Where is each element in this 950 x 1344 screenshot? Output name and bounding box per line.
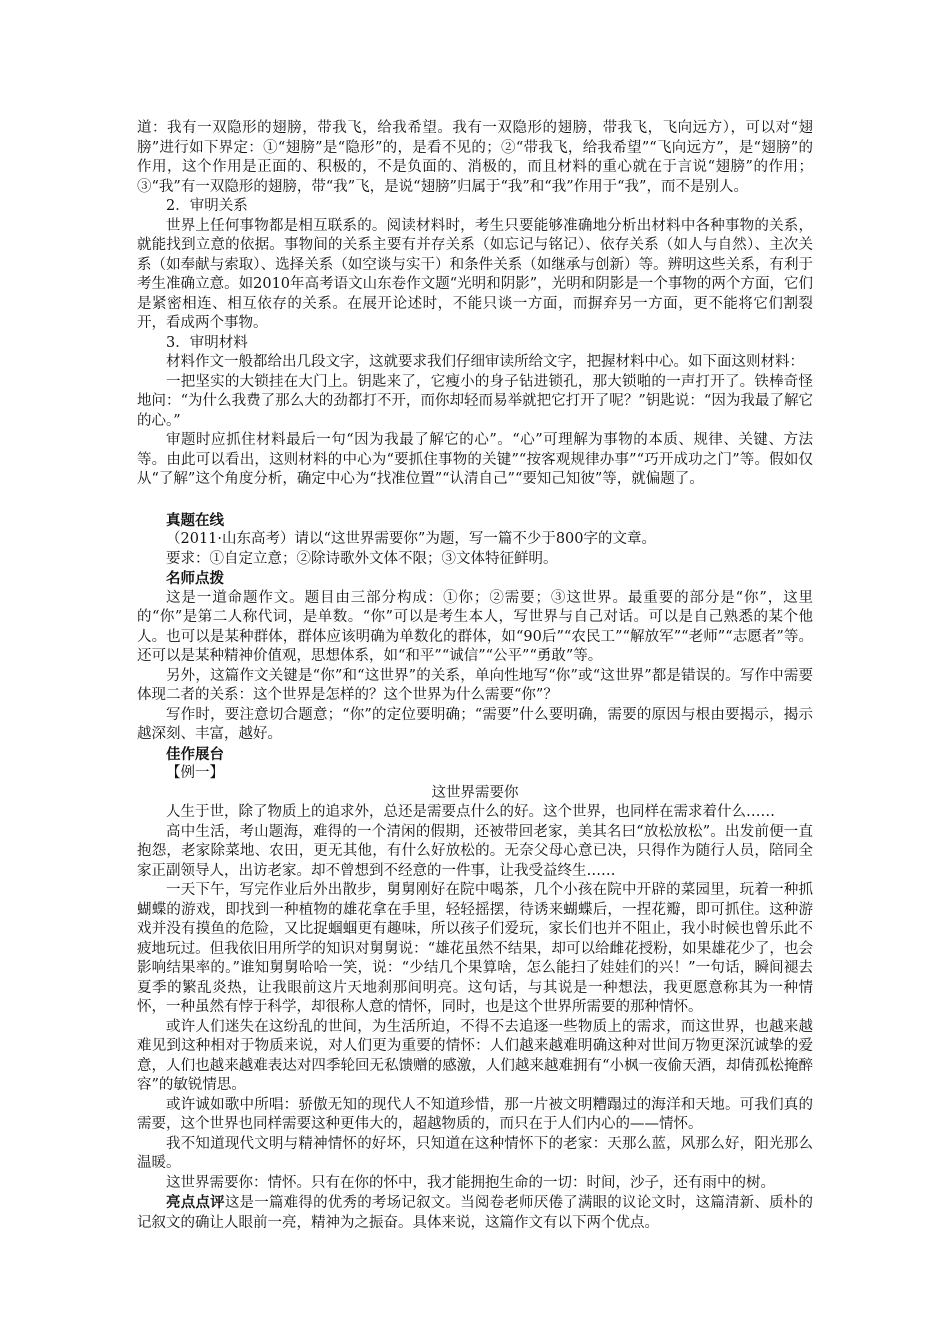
essay-paragraph: 高中生活，考山题海，难得的一个清闲的假期，还被带回老家，美其名曰“放松放松”。出发前便一直抱怨，老家除菜地、农田，更无其他，有什么好放松的。无奈父母心意已决，只得作为随行人员，陪同全家正副领导人，出访老家。却不曾想到不经意的一件事，让我受益终生…… <box>137 823 813 879</box>
essay-title: 这世界需要你 <box>431 784 519 801</box>
document-page <box>137 119 813 1233</box>
essay-paragraph: 一天下午，写完作业后外出散步，舅舅刚好在院中喝茶，几个小孩在院中开辟的菜园里，玩着一种抓蝴蝶的游戏，即找到一种植物的雄花拿在手里，轻轻摇摆，待诱来蝴蝶后，一捏花瓣，即可抓住。这种游戏并没有摸鱼的危险，又比捉蝈蝈更有趣味，所以孩子们爱玩，家长们也并不阻止，我小时候也曾乐此不疲地玩过。但我依旧用所学的知识对舅舅说：“雄花虽然不结果，却可以给雌花授粉，如果雄花少了，也会影响结果率的。”谁知舅舅哈哈一笑，说：“少结几个果算啥，怎么能扫了娃娃们的兴！”一句话，瞬间褪去夏季的繁乱炎热，让我眼前这片天地刹那间明亮。这句话，与其说是一种想法，我更愿意称其为一种情怀，一种虽然有悖于科学，却很称人意的情怀，同时，也是这个世界所需要的那种情怀。 <box>137 882 813 1015</box>
paragraph: 世界上任何事物都是相互联系的。阅读材料时，考生只要能够准确地分析出材料中各种事物的关系，就能找到立意的依据。事物间的关系主要有并存关系（如忘记与铭记）、依存关系（如人与自然）、主次关系（如奉献与索取）、选择关系（如空谈与实干）和条件关系（如继承与创新）等。辨明这些关系，有利于考生准确立意。如2010年高考语文山东卷作文题“光明和阴影”，光明和阴影是一个事物的两个方面，它们是紧密相连、相互依存的关系。在展开论述时，不能只谈一方面，而摒弃另一方面，更不能将它们割裂开，看成两个事物。 <box>137 217 813 331</box>
section-heading-zhenti: 真题在线 <box>166 511 224 529</box>
paragraph: （2011·山东高考）请以“这世界需要你”为题，写一篇不少于800字的文章。 <box>166 531 657 547</box>
paragraph: 材料作文一般都给出几段文字，这就要求我们仔细审读所给文字，把握材料中心。如下面这则材料： <box>166 354 804 370</box>
example-label: 【例一】 <box>166 765 224 781</box>
paragraph: 这是一道命题作文。题目由三部分构成：①你；②需要；③这世界。最重要的部分是“你”，这里的“你”是第二人称代词，是单数。“你”可以是考生本人，写世界与自己对话。可以是自己熟悉的某个他人。也可以是某种群体，群体应该明确为单数化的群体，如“90后”“农民工”“解放军”“老师”“志愿者”等。还可以是某种精神价值观，思想体系，如“和平”“诚信”“公平”“勇敢”等。 <box>137 589 813 664</box>
comment-paragraph <box>137 1193 813 1233</box>
paragraph: 另外，这篇作文关键是“你”和“这世界”的关系，单向性地写“你”或“这世界”都是错误的。写作中需要体现二者的关系：这个世界是怎样的？这个世界为什么需要“你”？ <box>137 667 813 703</box>
paragraph: 审题时应抓住材料最后一句“因为我最了解它的心”。“心”可理解为事物的本质、规律、关键、方法等。由此可以看出，这则材料的中心为“要抓住事物的关键”“按客观规律办事”“巧开成功之门”等。假如仅从“了解”这个角度分析，确定中心为“找准位置”“认清自己”“要知己知彼”等，就偏题了。 <box>137 432 813 487</box>
paragraph: 道：我有一双隐形的翅膀，带我飞，给我希望。我有一双隐形的翅膀，带我飞，飞向远方），可以对“翅膀”进行如下界定：①“翅膀”是“隐形”的，是看不见的；②“带我飞，给我希望”“飞向远方”，是“翅膀”的作用，这个作用是正面的、积极的，不是负面的、消极的，而且材料的重心就在于言说“翅膀”的作用；③“我”有一双隐形的翅膀，带“我”飞，是说“翅膀”归属于“我”和“我”作用于“我”，而不是别人。 <box>137 120 813 195</box>
essay-paragraph: 这世界需要你：情怀。只有在你的怀中，我才能拥抱生命的一切：时间，沙子，还有雨中的树。 <box>166 1174 775 1191</box>
subheading-material: 3．审明材料 <box>166 334 248 351</box>
paragraph: 一把坚实的大锁挂在大门上。钥匙来了，它瘦小的身子钻进锁孔，那大锁啪的一声打开了。铁棒奇怪地问：“为什么我费了那么大的劲都打不开，而你却轻而易举就把它打开了呢？”钥匙说：“因为我最了解它的心。” <box>137 373 813 429</box>
paragraph: 写作时，要注意切合题意；“你”的定位要明确；“需要”什么要明确，需要的原因与根由要揭示，揭示越深刻、丰富，越好。 <box>137 706 813 742</box>
comment-label: 亮点点评 <box>166 1194 225 1211</box>
paragraph: 要求：①自定立意；②除诗歌外文体不限；③文体特征鲜明。 <box>166 550 558 567</box>
essay-paragraph: 或许人们迷失在这纷乱的世间，为生活所迫，不得不去追逐一些物质上的需求，而这世界，也越来越难见到这种相对于物质来说，对人们更为重要的情怀：人们越来越难明确这种对世间万物更深沉诚挚的爱意，人们也越来越难表达对四季轮回无私馈赠的感激，人们越来越难拥有“小枫一夜偷天酒，却倩孤松掩醉容”的敏锐情思。 <box>137 1018 813 1093</box>
essay-paragraph: 人生于世，除了物质上的追求外，总还是需要点什么的好。这个世界，也同样在需求着什么…… <box>166 804 775 820</box>
comment-text: 这是一篇难得的优秀的考场记叙文。当阅卷老师厌倦了满眼的议论文时，这篇清新、质朴的记叙文的确让人眼前一亮，精神为之振奋。具体来说，这篇作文有以下两个优点。 <box>137 1195 814 1231</box>
section-heading-mingshi: 名师点拨 <box>166 570 224 587</box>
essay-paragraph: 我不知道现代文明与精神情怀的好坏，只知道在这种情怀下的老家：天那么蓝，风那么好，阳光那么温暖。 <box>137 1135 813 1171</box>
section-heading-jiazuo: 佳作展台 <box>166 745 224 763</box>
subheading-relations: 2．审明关系 <box>166 198 248 214</box>
essay-paragraph: 或许诚如歌中所唱：骄傲无知的现代人不知道珍惜，那一片被文明糟蹋过的海洋和天地。可我们真的需要，这个世界也同样需要这种更伟大的，超越物质的，而只在于人们内心的——情怀。 <box>137 1096 813 1132</box>
